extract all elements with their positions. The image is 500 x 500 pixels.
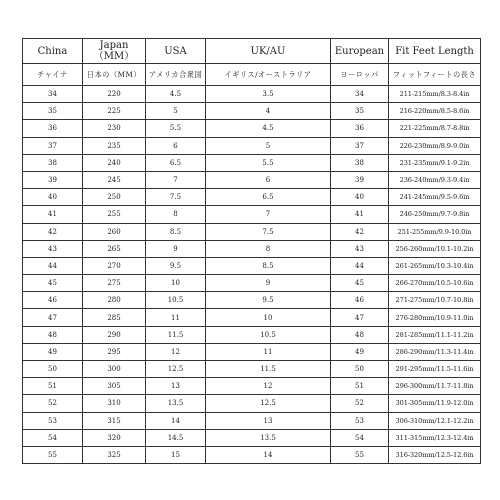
- european-size-cell: 42: [331, 223, 389, 240]
- china-size-cell: 53: [23, 412, 83, 429]
- uk-au-size-cell: 7.5: [206, 223, 331, 240]
- china-size-cell: 55: [23, 446, 83, 463]
- table-row: [23, 326, 481, 343]
- european-size-cell: 55: [331, 446, 389, 463]
- european-size-cell: 45: [331, 275, 389, 292]
- fit-feet-length-cell: 211-215mm/8.3-8.4in: [389, 86, 481, 103]
- uk-au-size-cell: 4: [206, 103, 331, 120]
- fit-feet-length-cell: 271-275mm/10.7-10.8in: [389, 292, 481, 309]
- uk-au-size-cell: 11: [206, 343, 331, 360]
- table-row: [23, 137, 481, 154]
- usa-size-cell: 13: [146, 378, 206, 395]
- fit-feet-length-cell: 256-260mm/10.1-10.2in: [389, 240, 481, 257]
- japan-size-cell: 235: [83, 137, 146, 154]
- fit-feet-length-cell: 266-270mm/10.5-10.6in: [389, 275, 481, 292]
- table-row: [23, 309, 481, 326]
- table-row: [23, 154, 481, 171]
- table-row: [23, 171, 481, 188]
- european-size-cell: 41: [331, 206, 389, 223]
- uk-au-size-cell: 10.5: [206, 326, 331, 343]
- usa-size-cell: 5: [146, 103, 206, 120]
- table-row: [23, 257, 481, 274]
- table-row: [23, 120, 481, 137]
- usa-size-cell: 14: [146, 412, 206, 429]
- japan-size-cell: 225: [83, 103, 146, 120]
- japan-size-cell: 290: [83, 326, 146, 343]
- usa-size-cell: 6: [146, 137, 206, 154]
- japan-size-cell: 315: [83, 412, 146, 429]
- fit-feet-length-cell: 301-305mm/11.9-12.0in: [389, 395, 481, 412]
- china-size-cell: 41: [23, 206, 83, 223]
- table-row: [23, 412, 481, 429]
- usa-size-cell: 4.5: [146, 86, 206, 103]
- table-row: [23, 378, 481, 395]
- uk-au-size-cell: 5: [206, 137, 331, 154]
- usa-size-cell: 7.5: [146, 189, 206, 206]
- european-size-cell: 49: [331, 343, 389, 360]
- subheader-japan: 日本の（MM）: [83, 64, 146, 86]
- uk-au-size-cell: 14: [206, 446, 331, 463]
- header-china: China: [23, 39, 83, 64]
- fit-feet-length-cell: 306-310mm/12.1-12.2in: [389, 412, 481, 429]
- header-european: European: [331, 39, 389, 64]
- china-size-cell: 49: [23, 343, 83, 360]
- uk-au-size-cell: 9.5: [206, 292, 331, 309]
- japan-size-cell: 325: [83, 446, 146, 463]
- header-japan: Japan （MM）: [83, 39, 146, 64]
- china-size-cell: 37: [23, 137, 83, 154]
- subheader-row: [23, 64, 481, 86]
- fit-feet-length-cell: 291-295mm/11.5-11.6in: [389, 361, 481, 378]
- european-size-cell: 40: [331, 189, 389, 206]
- subheader-china: チャイナ: [23, 64, 83, 86]
- china-size-cell: 48: [23, 326, 83, 343]
- table-row: [23, 446, 481, 463]
- uk-au-size-cell: 12.5: [206, 395, 331, 412]
- subheader-fit-feet-length: フィットフィートの長さ: [389, 64, 481, 86]
- fit-feet-length-cell: 246-250mm/9.7-9.8in: [389, 206, 481, 223]
- usa-size-cell: 15: [146, 446, 206, 463]
- european-size-cell: 44: [331, 257, 389, 274]
- japan-size-cell: 265: [83, 240, 146, 257]
- table-row: [23, 103, 481, 120]
- china-size-cell: 54: [23, 429, 83, 446]
- header-fit-feet-length: Fit Feet Length: [389, 39, 481, 64]
- subheader-european: ヨーロッパ: [331, 64, 389, 86]
- china-size-cell: 42: [23, 223, 83, 240]
- usa-size-cell: 14.5: [146, 429, 206, 446]
- china-size-cell: 51: [23, 378, 83, 395]
- fit-feet-length-cell: 241-245mm/9.5-9.6in: [389, 189, 481, 206]
- european-size-cell: 53: [331, 412, 389, 429]
- fit-feet-length-cell: 286-290mm/11.3-11.4in: [389, 343, 481, 360]
- european-size-cell: 34: [331, 86, 389, 103]
- fit-feet-length-cell: 261-265mm/10.3-10.4in: [389, 257, 481, 274]
- japan-size-cell: 245: [83, 171, 146, 188]
- header-usa: USA: [146, 39, 206, 64]
- table-row: [23, 189, 481, 206]
- uk-au-size-cell: 4.5: [206, 120, 331, 137]
- subheader-usa: アメリカ合衆国: [146, 64, 206, 86]
- china-size-cell: 40: [23, 189, 83, 206]
- japan-size-cell: 240: [83, 154, 146, 171]
- fit-feet-length-cell: 281-285mm/11.1-11.2in: [389, 326, 481, 343]
- china-size-cell: 50: [23, 361, 83, 378]
- fit-feet-length-cell: 231-235mm/9.1-9.2in: [389, 154, 481, 171]
- table-row: [23, 223, 481, 240]
- usa-size-cell: 11.5: [146, 326, 206, 343]
- japan-size-cell: 320: [83, 429, 146, 446]
- fit-feet-length-cell: 296-300mm/11.7-11.8in: [389, 378, 481, 395]
- japan-size-cell: 230: [83, 120, 146, 137]
- table-row: [23, 395, 481, 412]
- european-size-cell: 43: [331, 240, 389, 257]
- japan-size-cell: 260: [83, 223, 146, 240]
- european-size-cell: 37: [331, 137, 389, 154]
- japan-size-cell: 270: [83, 257, 146, 274]
- uk-au-size-cell: 9: [206, 275, 331, 292]
- usa-size-cell: 9.5: [146, 257, 206, 274]
- usa-size-cell: 8: [146, 206, 206, 223]
- european-size-cell: 46: [331, 292, 389, 309]
- usa-size-cell: 12: [146, 343, 206, 360]
- china-size-cell: 43: [23, 240, 83, 257]
- japan-size-cell: 280: [83, 292, 146, 309]
- china-size-cell: 36: [23, 120, 83, 137]
- japan-size-cell: 295: [83, 343, 146, 360]
- fit-feet-length-cell: 226-230mm/8.9-9.0in: [389, 137, 481, 154]
- japan-size-cell: 255: [83, 206, 146, 223]
- usa-size-cell: 10: [146, 275, 206, 292]
- usa-size-cell: 11: [146, 309, 206, 326]
- size-rows: [23, 86, 481, 464]
- uk-au-size-cell: 3.5: [206, 86, 331, 103]
- china-size-cell: 45: [23, 275, 83, 292]
- usa-size-cell: 6.5: [146, 154, 206, 171]
- usa-size-cell: 8.5: [146, 223, 206, 240]
- china-size-cell: 34: [23, 86, 83, 103]
- uk-au-size-cell: 13.5: [206, 429, 331, 446]
- size-chart-table: [22, 38, 481, 464]
- european-size-cell: 52: [331, 395, 389, 412]
- china-size-cell: 46: [23, 292, 83, 309]
- european-size-cell: 38: [331, 154, 389, 171]
- japan-size-cell: 305: [83, 378, 146, 395]
- european-size-cell: 47: [331, 309, 389, 326]
- fit-feet-length-cell: 311-315mm/12.3-12.4in: [389, 429, 481, 446]
- usa-size-cell: 13.5: [146, 395, 206, 412]
- uk-au-size-cell: 5.5: [206, 154, 331, 171]
- japan-size-cell: 300: [83, 361, 146, 378]
- header-uk-au: UK/AU: [206, 39, 331, 64]
- header-row: [23, 39, 481, 64]
- uk-au-size-cell: 7: [206, 206, 331, 223]
- usa-size-cell: 12.5: [146, 361, 206, 378]
- japan-size-cell: 285: [83, 309, 146, 326]
- european-size-cell: 48: [331, 326, 389, 343]
- fit-feet-length-cell: 316-320mm/12.5-12.6in: [389, 446, 481, 463]
- table-row: [23, 240, 481, 257]
- china-size-cell: 35: [23, 103, 83, 120]
- table-row: [23, 86, 481, 103]
- fit-feet-length-cell: 216-220mm/8.5-8.6in: [389, 103, 481, 120]
- uk-au-size-cell: 12: [206, 378, 331, 395]
- usa-size-cell: 9: [146, 240, 206, 257]
- usa-size-cell: 7: [146, 171, 206, 188]
- table-row: [23, 275, 481, 292]
- uk-au-size-cell: 10: [206, 309, 331, 326]
- usa-size-cell: 10.5: [146, 292, 206, 309]
- table-row: [23, 343, 481, 360]
- fit-feet-length-cell: 276-280mm/10.9-11.0in: [389, 309, 481, 326]
- table-row: [23, 206, 481, 223]
- china-size-cell: 38: [23, 154, 83, 171]
- japan-size-cell: 275: [83, 275, 146, 292]
- china-size-cell: 52: [23, 395, 83, 412]
- uk-au-size-cell: 6: [206, 171, 331, 188]
- uk-au-size-cell: 11.5: [206, 361, 331, 378]
- table-row: [23, 361, 481, 378]
- china-size-cell: 44: [23, 257, 83, 274]
- fit-feet-length-cell: 251-255mm/9.9-10.0in: [389, 223, 481, 240]
- subheader-uk-au: イギリス/オーストラリア: [206, 64, 331, 86]
- china-size-cell: 39: [23, 171, 83, 188]
- uk-au-size-cell: 8: [206, 240, 331, 257]
- japan-size-cell: 250: [83, 189, 146, 206]
- uk-au-size-cell: 6.5: [206, 189, 331, 206]
- european-size-cell: 39: [331, 171, 389, 188]
- european-size-cell: 54: [331, 429, 389, 446]
- japan-size-cell: 310: [83, 395, 146, 412]
- fit-feet-length-cell: 236-240mm/9.3-9.4in: [389, 171, 481, 188]
- table-row: [23, 429, 481, 446]
- table-row: [23, 292, 481, 309]
- uk-au-size-cell: 8.5: [206, 257, 331, 274]
- china-size-cell: 47: [23, 309, 83, 326]
- fit-feet-length-cell: 221-225mm/8.7-8.8in: [389, 120, 481, 137]
- uk-au-size-cell: 13: [206, 412, 331, 429]
- usa-size-cell: 5.5: [146, 120, 206, 137]
- size-chart: [22, 38, 480, 464]
- european-size-cell: 35: [331, 103, 389, 120]
- european-size-cell: 50: [331, 361, 389, 378]
- european-size-cell: 51: [331, 378, 389, 395]
- european-size-cell: 36: [331, 120, 389, 137]
- japan-size-cell: 220: [83, 86, 146, 103]
